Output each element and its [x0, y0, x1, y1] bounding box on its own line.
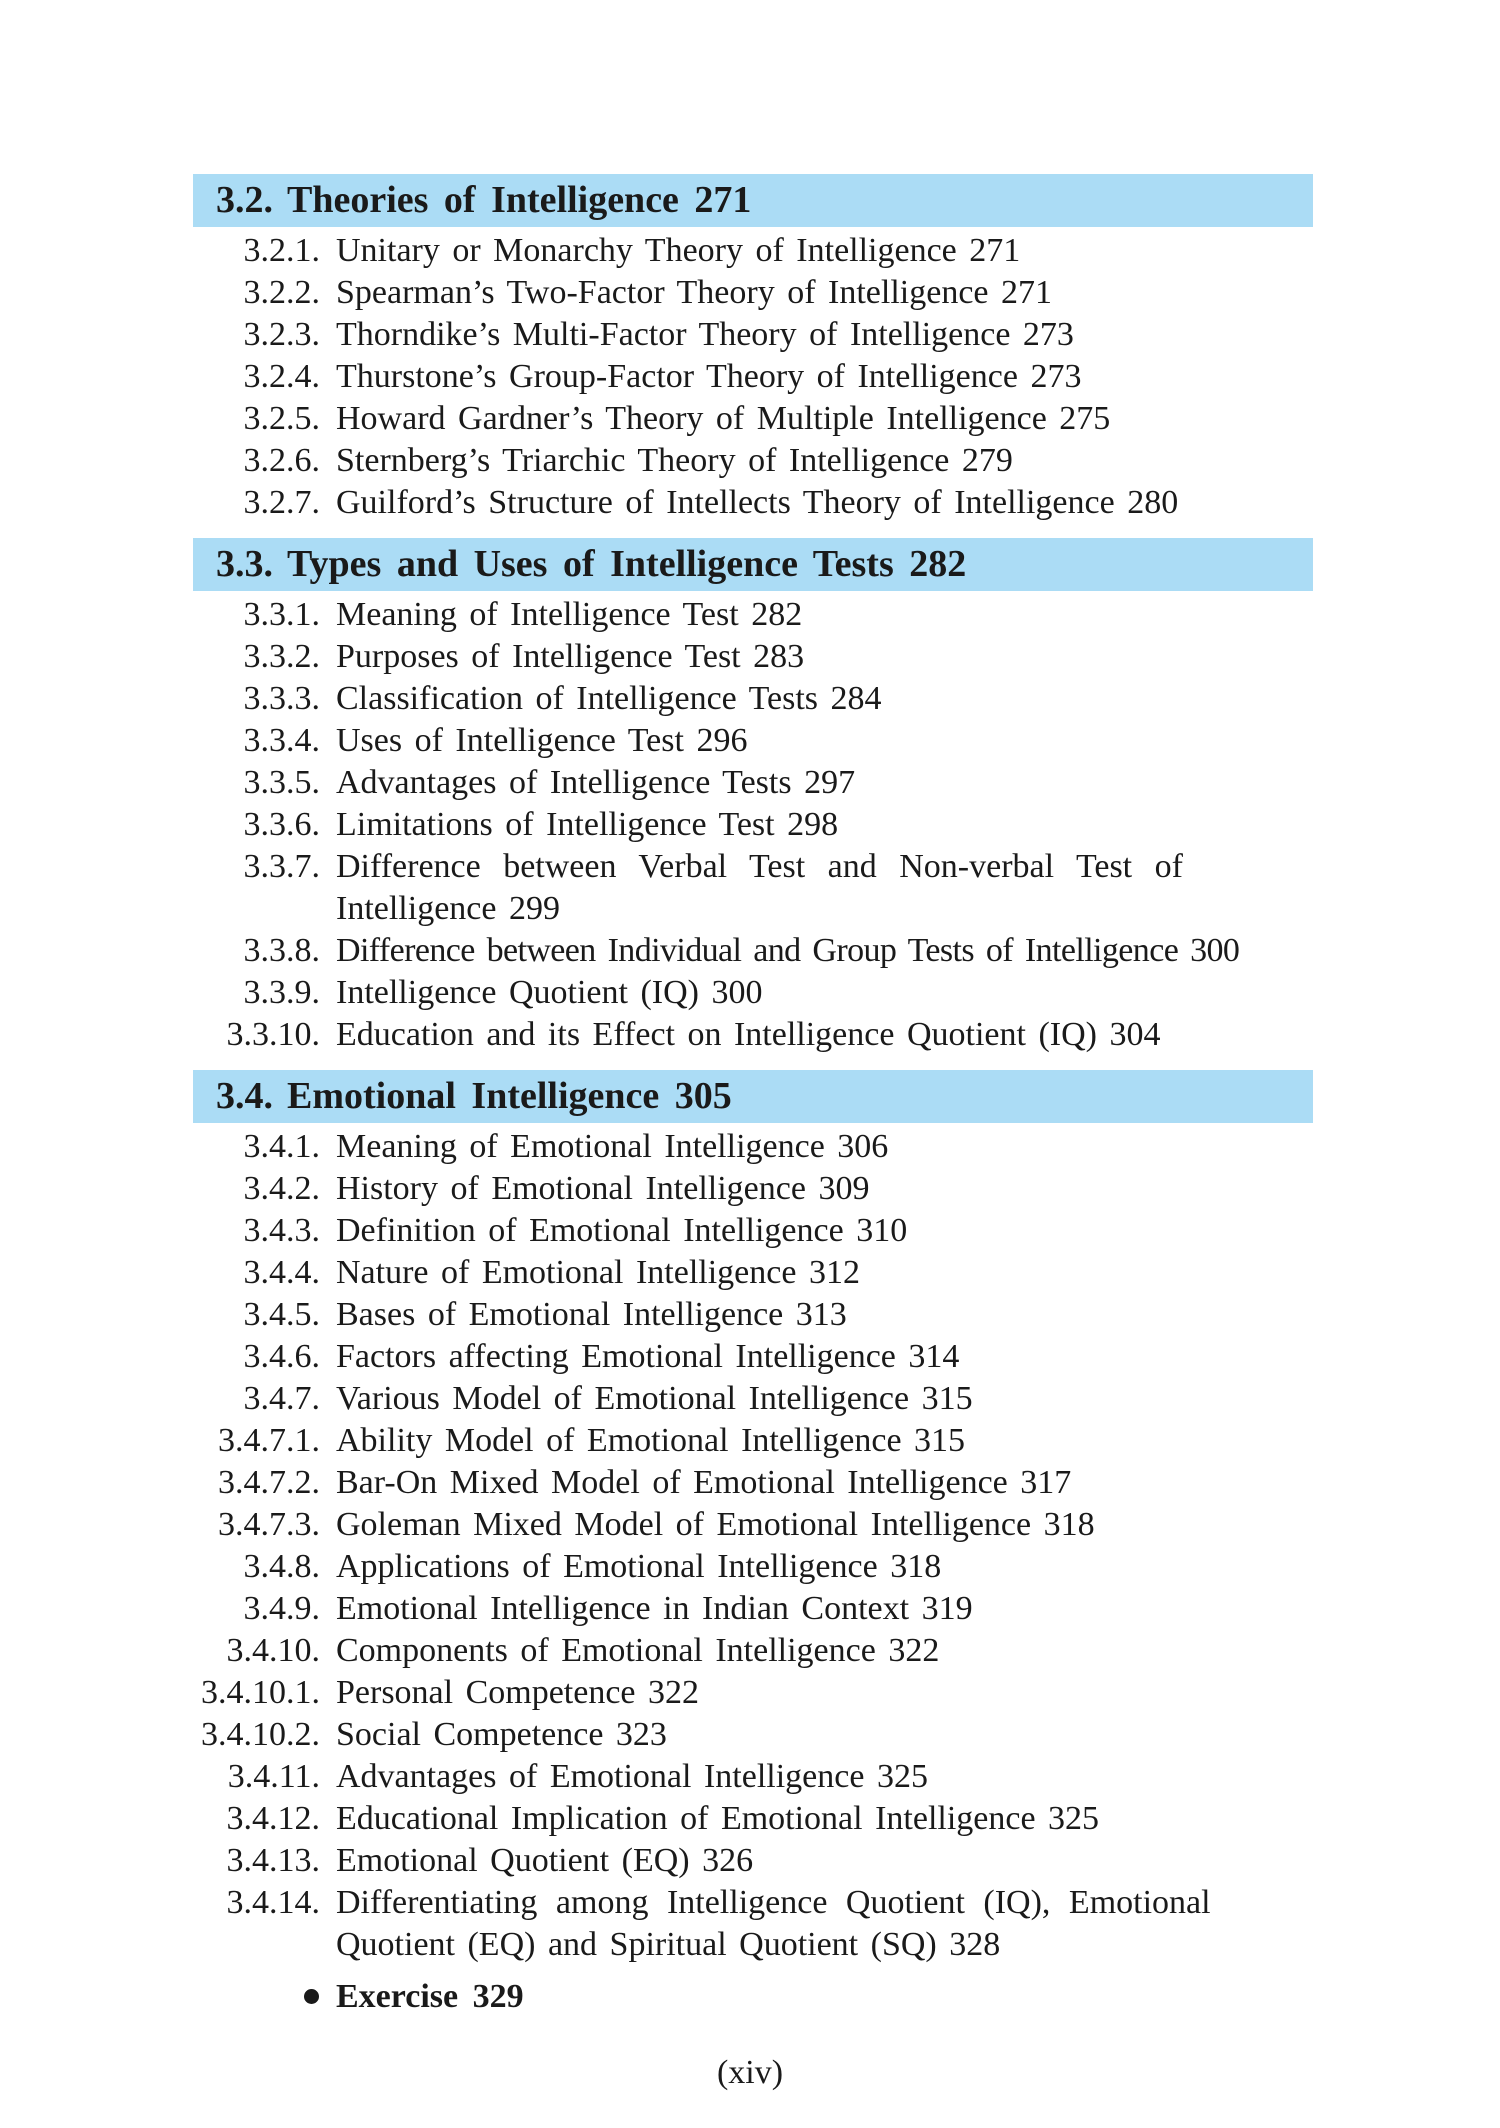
entry-number: 3.4.8.	[243, 1548, 320, 1585]
entry-number: 3.2.2.	[243, 274, 320, 311]
entry-number: 3.3.1.	[243, 596, 320, 633]
entry-number: 3.4.10.2.	[201, 1716, 320, 1753]
entry-number: 3.2.3.	[243, 316, 320, 353]
entry-number: 3.4.1.	[243, 1128, 320, 1165]
entry-number: 3.4.4.	[243, 1254, 320, 1291]
entry-number: 3.3.7.	[243, 848, 320, 885]
entry-number: 3.4.2.	[243, 1170, 320, 1207]
entry-number: 3.3.2.	[243, 638, 320, 675]
entry-continuation: Intelligence 299	[336, 890, 560, 927]
bullet-icon	[304, 1989, 319, 2004]
entry-text: Bar-On Mixed Model of Emotional Intelligence 317	[336, 1464, 1072, 1501]
entry-text: Guilford’s Structure of Intellects Theory of Intelligence 280	[336, 484, 1179, 521]
entry-text: Emotional Intelligence in Indian Context 319	[336, 1590, 973, 1627]
entry-number: 3.4.7.	[243, 1380, 320, 1417]
entry-continuation: Quotient (EQ) and Spiritual Quotient (SQ) 328	[336, 1926, 1001, 1963]
entry-number: 3.4.7.3.	[218, 1506, 320, 1543]
entry-text: Thorndike’s Multi-Factor Theory of Intelligence 273	[336, 316, 1074, 353]
entry-text: Ability Model of Emotional Intelligence 315	[336, 1422, 966, 1459]
exercise-entry: Exercise 329	[336, 1978, 524, 2015]
entry-text: Differentiating among Intelligence Quotient (IQ), Emotional	[336, 1884, 1211, 1921]
entry-number: 3.4.10.1.	[201, 1674, 320, 1711]
entry-text: History of Emotional Intelligence 309	[336, 1170, 870, 1207]
entry-number: 3.2.4.	[243, 358, 320, 395]
entry-text: Education and its Effect on Intelligence Quotient (IQ) 304	[336, 1016, 1161, 1053]
section-heading	[193, 174, 751, 227]
entry-text: Classification of Intelligence Tests 284	[336, 680, 882, 717]
entry-text: Spearman’s Two-Factor Theory of Intelligence 271	[336, 274, 1053, 311]
section-title: Theories of Intelligence 271	[287, 179, 752, 221]
entry-number: 3.3.8.	[243, 932, 320, 969]
entry-text: Various Model of Emotional Intelligence 315	[336, 1380, 973, 1417]
entry-number: 3.3.3.	[243, 680, 320, 717]
entry-number: 3.4.10.	[226, 1632, 320, 1669]
entry-text: Thurstone’s Group-Factor Theory of Intelligence 273	[336, 358, 1082, 395]
entry-number: 3.4.13.	[226, 1842, 320, 1879]
entry-number: 3.4.12.	[226, 1800, 320, 1837]
entry-text: Educational Implication of Emotional Intelligence 325	[336, 1800, 1100, 1837]
entry-number: 3.4.9.	[243, 1590, 320, 1627]
entry-text: Advantages of Intelligence Tests 297	[336, 764, 856, 801]
entry-text: Sternberg’s Triarchic Theory of Intelligence 279	[336, 442, 1013, 479]
entry-text: Nature of Emotional Intelligence 312	[336, 1254, 860, 1291]
entry-text: Social Competence 323	[336, 1716, 667, 1753]
entry-text: Applications of Emotional Intelligence 318	[336, 1548, 942, 1585]
entry-number: 3.4.7.1.	[218, 1422, 320, 1459]
entry-number: 3.4.5.	[243, 1296, 320, 1333]
entry-number: 3.4.14.	[226, 1884, 320, 1921]
section-heading	[193, 538, 966, 591]
section-number: 3.3.	[216, 543, 273, 585]
entry-number: 3.3.9.	[243, 974, 320, 1011]
entry-number: 3.3.10.	[226, 1016, 320, 1053]
entry-number: 3.4.3.	[243, 1212, 320, 1249]
entry-number: 3.4.7.2.	[218, 1464, 320, 1501]
entry-text: Purposes of Intelligence Test 283	[336, 638, 805, 675]
entry-text: Advantages of Emotional Intelligence 325	[336, 1758, 928, 1795]
section-number: 3.4.	[216, 1075, 273, 1117]
entry-number: 3.4.6.	[243, 1338, 320, 1375]
entry-text: Definition of Emotional Intelligence 310	[336, 1212, 908, 1249]
entry-number: 3.3.5.	[243, 764, 320, 801]
entry-text: Intelligence Quotient (IQ) 300	[336, 974, 763, 1011]
entry-number: 3.2.7.	[243, 484, 320, 521]
entry-text: Difference between Verbal Test and Non-verbal Test of	[336, 848, 1183, 885]
entry-text: Emotional Quotient (EQ) 326	[336, 1842, 754, 1879]
entry-text: Difference between Individual and Group Tests of Intelligence 300	[336, 932, 1240, 969]
entry-number: 3.3.4.	[243, 722, 320, 759]
entry-number: 3.3.6.	[243, 806, 320, 843]
entry-text: Meaning of Emotional Intelligence 306	[336, 1128, 889, 1165]
entry-text: Uses of Intelligence Test 296	[336, 722, 748, 759]
section-title: Types and Uses of Intelligence Tests 282	[287, 543, 967, 585]
entry-text: Howard Gardner’s Theory of Multiple Intelligence 275	[336, 400, 1111, 437]
section-heading	[193, 1070, 732, 1123]
entry-text: Factors affecting Emotional Intelligence 314	[336, 1338, 960, 1375]
entry-text: Components of Emotional Intelligence 322	[336, 1632, 940, 1669]
entry-text: Unitary or Monarchy Theory of Intelligence 271	[336, 232, 1021, 269]
entry-text: Bases of Emotional Intelligence 313	[336, 1296, 847, 1333]
section-title: Emotional Intelligence 305	[287, 1075, 732, 1117]
entry-number: 3.2.1.	[243, 232, 320, 269]
entry-number: 3.2.5.	[243, 400, 320, 437]
page-number: (xiv)	[716, 2054, 784, 2091]
entry-text: Personal Competence 322	[336, 1674, 700, 1711]
section-number: 3.2.	[216, 179, 273, 221]
entry-text: Limitations of Intelligence Test 298	[336, 806, 839, 843]
entry-number: 3.4.11.	[227, 1758, 320, 1795]
entry-text: Goleman Mixed Model of Emotional Intelligence 318	[336, 1506, 1095, 1543]
entry-text: Meaning of Intelligence Test 282	[336, 596, 803, 633]
entry-number: 3.2.6.	[243, 442, 320, 479]
